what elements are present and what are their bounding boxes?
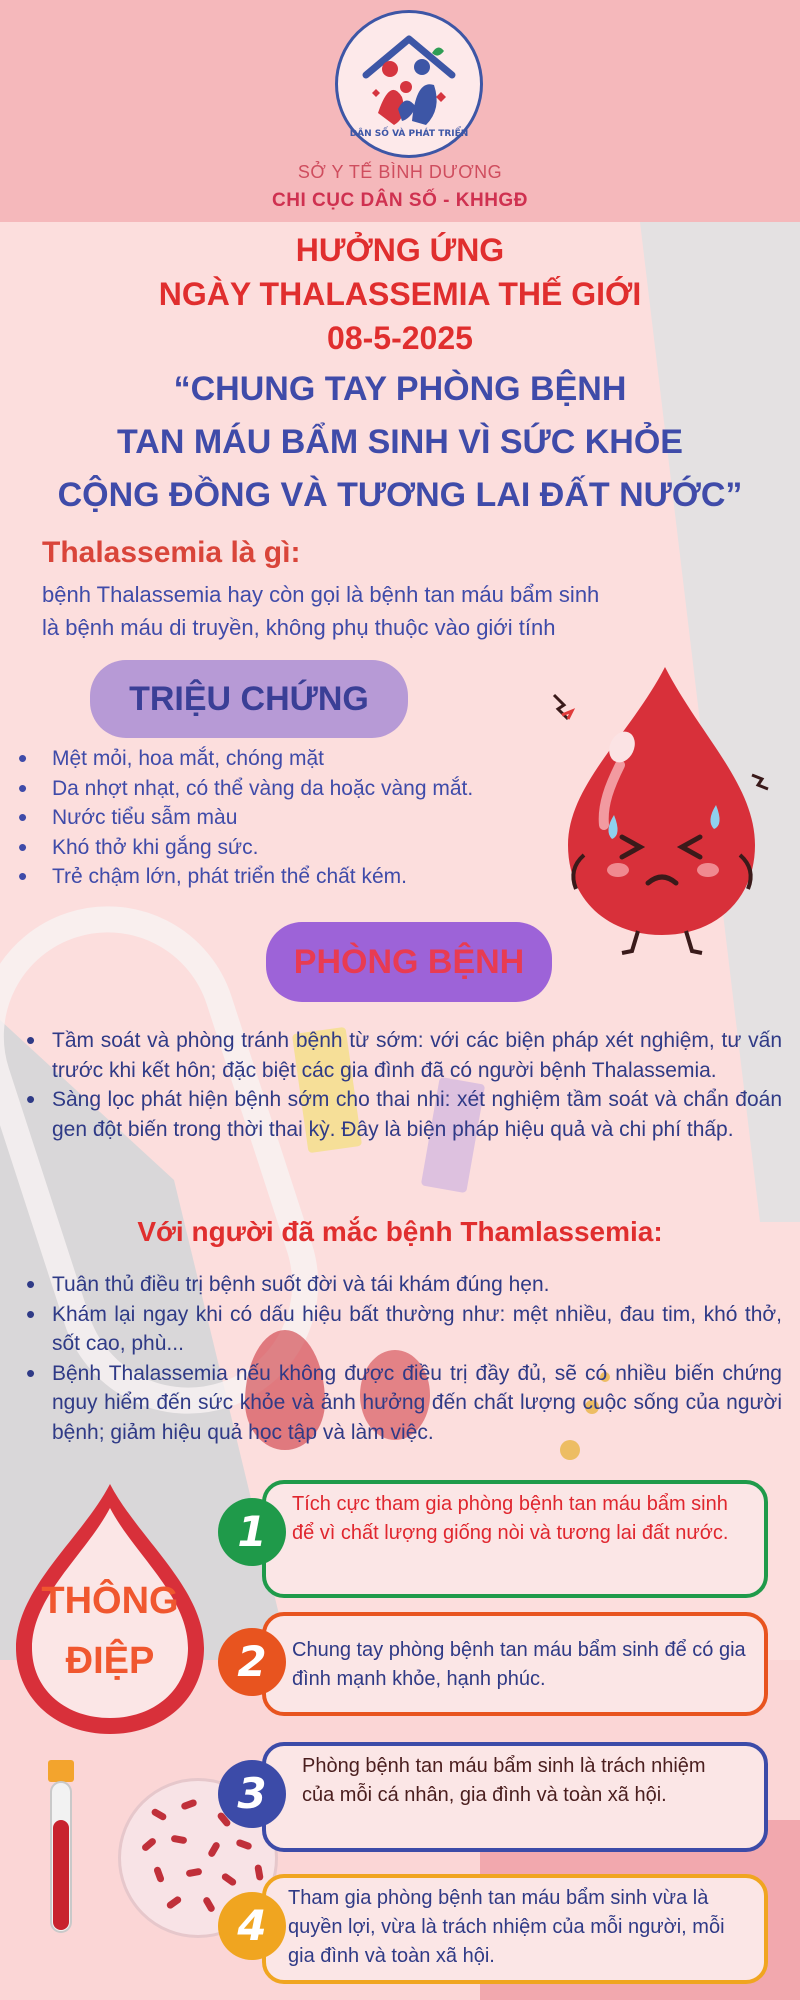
logo-caption: DÂN SỐ VÀ PHÁT TRIỂN bbox=[349, 129, 469, 139]
event-date: 08-5-2025 bbox=[327, 320, 473, 356]
message-text-4: Tham gia phòng bệnh tan máu bẩm sinh vừa là quyền lợi, vừa là trách nhiệm của mỗi người, mỗi gia đình và toàn xã hội. bbox=[288, 1887, 725, 1967]
message-number-1: 1 bbox=[218, 1498, 286, 1566]
definition-text bbox=[42, 578, 722, 644]
symptom-item: • Mệt mỏi, hoa mắt, chóng mặt bbox=[18, 744, 473, 774]
symptom-item: • Khó thở khi gắng sức. bbox=[18, 833, 473, 863]
definition-heading: Thalassemia là gì: bbox=[42, 536, 301, 569]
definition-line: bệnh Thalassemia hay còn gọi là bệnh tan máu bẩm sinh bbox=[42, 582, 600, 607]
event-title-line2: NGÀY THALASSEMIA THẾ GIỚI bbox=[158, 276, 642, 312]
prevention-item: • Tầm soát và phòng tránh bệnh từ sớm: với các biện pháp xét nghiệm, tư vấn trước khi kết hôn; đặc biệt các gia đình đã có người bệnh Thalassemia. bbox=[22, 1026, 782, 1085]
patients-list bbox=[22, 1270, 782, 1447]
prevention-item: • Sàng lọc phát hiện bệnh sớm cho thai nhi: xét nghiệm tầm soát và chẩn đoán gen đột biến trong thời thai kỳ. Đây là biện pháp hiệu quả và chi phí thấp. bbox=[22, 1085, 782, 1144]
sick-blood-drop-mascot-icon bbox=[540, 655, 770, 960]
slogan-line2: TAN MÁU BẨM SINH VÌ SỨC KHỎE bbox=[117, 423, 683, 461]
patient-advice-item: • Tuân thủ điều trị bệnh suốt đời và tái khám đúng hẹn. bbox=[22, 1270, 782, 1300]
test-tube-icon bbox=[44, 1760, 78, 1940]
slogan-line3: CỘNG ĐỒNG VÀ TƯƠNG LAI ĐẤT NƯỚC” bbox=[57, 476, 743, 514]
patient-advice-item: • Bệnh Thalassemia nếu không được điều trị đầy đủ, sẽ có nhiều biến chứng nguy hiểm đến sức khỏe và ảnh hưởng đến chất lượng cuộc sống của người bệnh; giảm hiệu quả học tập và làm việc. bbox=[22, 1359, 782, 1448]
message-text-1: Tích cực tham gia phòng bệnh tan máu bẩm sinh để vì chất lượng giống nòi và tương lai đất nước. bbox=[292, 1493, 729, 1544]
message-number-2: 2 bbox=[218, 1628, 286, 1696]
message-number-3: 3 bbox=[218, 1760, 286, 1828]
message-label-line1: THÔNG bbox=[41, 1580, 179, 1622]
symptoms-list bbox=[18, 744, 473, 892]
prevention-heading: PHÒNG BỆNH bbox=[266, 922, 552, 1002]
message-text-3: Phòng bệnh tan máu bẩm sinh là trách nhiệm của mỗi cá nhân, gia đình và toàn xã hội. bbox=[302, 1755, 706, 1806]
patient-advice-item: • Khám lại ngay khi có dấu hiệu bất thường như: mệt nhiều, đau tim, khó thở, sốt cao, phù... bbox=[22, 1300, 782, 1359]
organization-logo bbox=[335, 10, 483, 158]
department-name: SỞ Y TẾ BÌNH DƯƠNG bbox=[297, 162, 503, 182]
message-text-2: Chung tay phòng bệnh tan máu bẩm sinh để có gia đình mạnh khỏe, hạnh phúc. bbox=[292, 1639, 746, 1690]
symptom-item: • Trẻ chậm lớn, phát triển thể chất kém. bbox=[18, 862, 473, 892]
message-label-line2: ĐIỆP bbox=[65, 1640, 155, 1682]
symptom-item: • Da nhợt nhạt, có thể vàng da hoặc vàng mắt. bbox=[18, 774, 473, 804]
patients-heading: Với người đã mắc bệnh Thamlassemia: bbox=[137, 1216, 663, 1247]
definition-line: là bệnh máu di truyền, không phụ thuộc vào giới tính bbox=[42, 615, 556, 640]
message-number-4: 4 bbox=[218, 1892, 286, 1960]
sub-department-name: CHI CỤC DÂN SỐ - KHHGĐ bbox=[272, 190, 528, 211]
symptom-item: • Nước tiểu sẫm màu bbox=[18, 803, 473, 833]
slogan-line1: “CHUNG TAY PHÒNG BỆNH bbox=[173, 370, 627, 408]
event-title-line1: HƯỞNG ỨNG bbox=[295, 232, 505, 268]
symptoms-heading: TRIỆU CHỨNG bbox=[90, 660, 408, 738]
prevention-list bbox=[22, 1026, 782, 1144]
